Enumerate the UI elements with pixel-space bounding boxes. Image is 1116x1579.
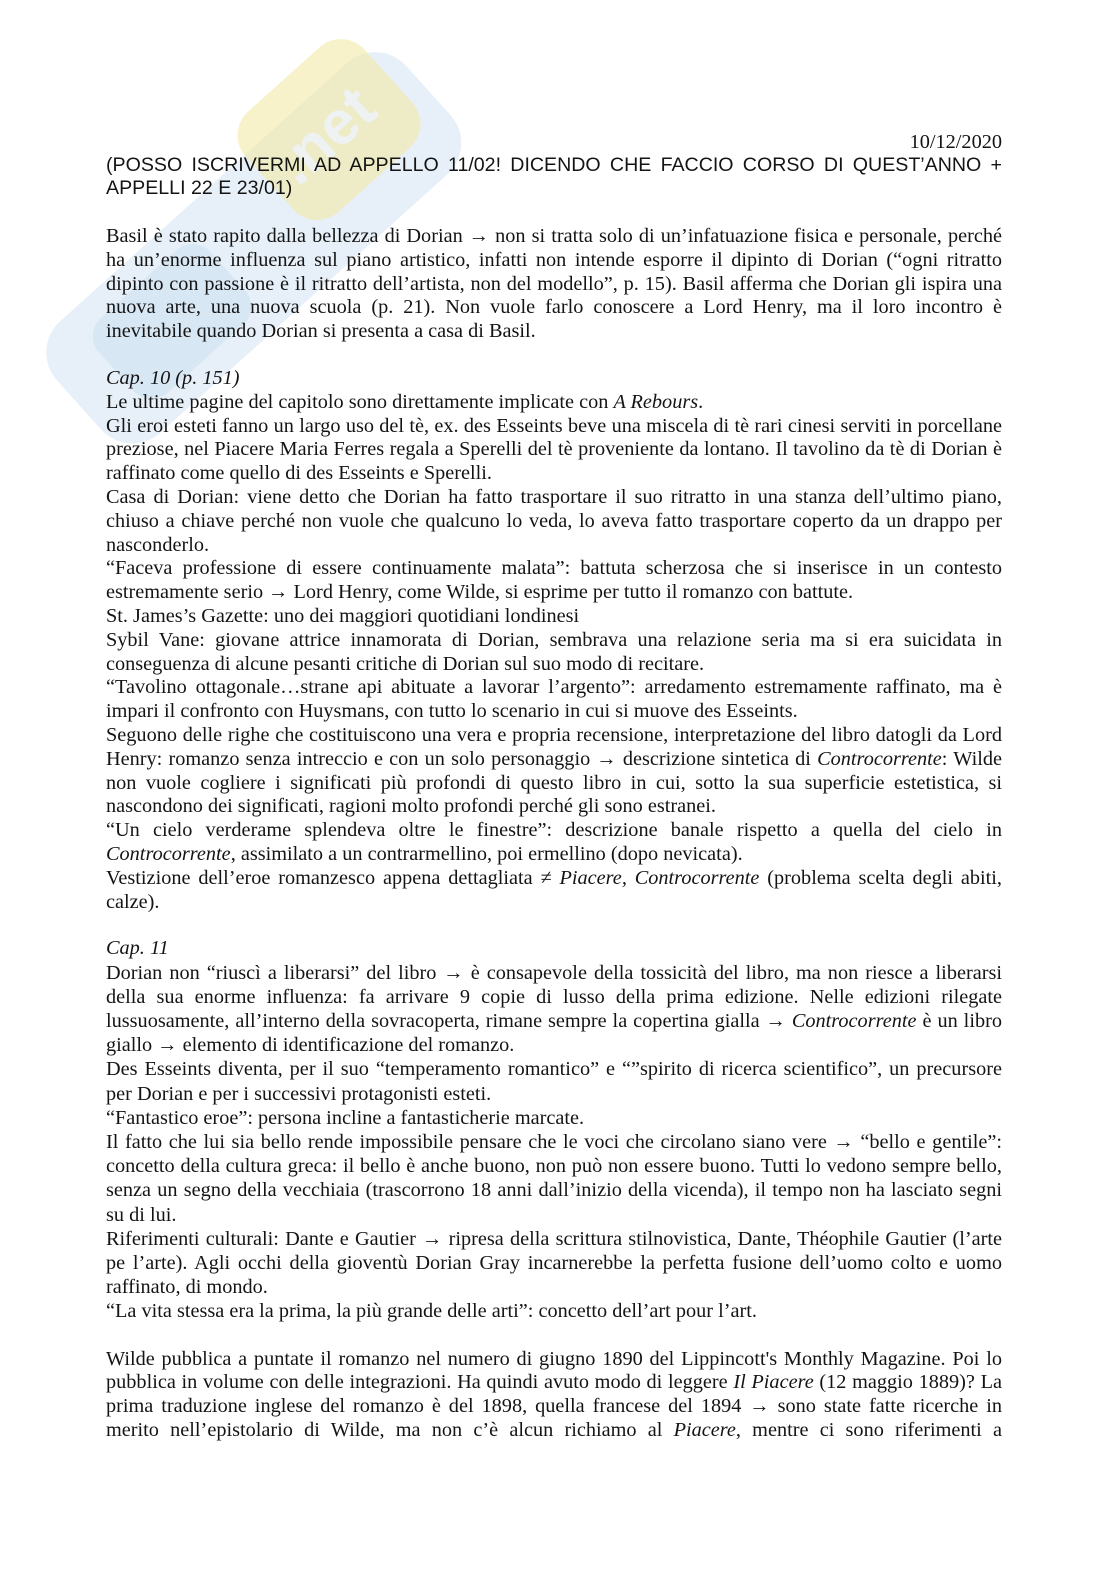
chapter-11-section: [106, 936, 1002, 1323]
paragraph: [106, 724, 1002, 819]
paragraph: “La vita stessa era la prima, la più grande delle arti”: concetto dell’art pour l’art.: [106, 1300, 757, 1323]
text-run: (12 maggio 1889)? La prima traduzione inglese del romanzo è del 1898, quella francese del 1894 → sono state fatte ricerche in merito nell’epistolario di Wilde, ma non c’è alcun richiamo al: [106, 1371, 1002, 1441]
italic-title: Controcorrente: [817, 747, 942, 770]
paragraph: [106, 961, 1002, 1058]
text-run: Dorian non “riuscì a liberarsi” del libro → è consapevole della tossicità del libro, ma non riesce a liberarsi della sua enorme influenza: fa arrivare 9 copie di lusso della prima edizione. Nelle edizioni rilegate lussuosamente, all’interno della sovracoperta, rimane sempre la copertina gialla →: [106, 961, 1002, 1032]
text-run: .: [698, 390, 704, 413]
text-run: , assimilato a un contrarmellino, poi ermellino (dopo nevicata).: [230, 842, 743, 865]
paragraph: Gli eroi esteti fanno un largo uso del tè, ex. des Esseints beve una miscela di tè rari cinesi serviti in porcellane preziose, nel Piacere Maria Ferres regala a Sperelli del tè proveniente da lontano. Il tavolino da tè di Dorian è raffinato come quello di des Esseints e Sperelli.: [106, 414, 1002, 485]
closing-paragraph: [106, 1348, 1002, 1443]
italic-title: A Rebours: [613, 390, 699, 413]
italic-title: Piacere: [673, 1418, 736, 1441]
paragraph: “Faceva professione di essere continuamente malata”: battuta scherzosa che si inserisce in un contesto estremamente serio → Lord Henry, come Wilde, si esprime per tutto il romanzo con battute.: [106, 557, 1002, 604]
italic-title: Il Piacere: [733, 1371, 814, 1394]
text-run: Wilde pubblica a puntate il romanzo nel numero di giugno 1890 del Lippincott's Monthly Magazine. Poi lo pubblica in volume con delle integrazioni. Ha quindi avuto modo di leggere: [106, 1347, 1002, 1394]
chapter-10-section: [106, 367, 1002, 914]
italic-title: Controcorrente: [791, 1009, 917, 1032]
paragraph: Riferimenti culturali: Dante e Gautier → ripresa della scrittura stilnovistica, Dante, Théophile Gautier (l’arte pe l’arte). Agli occhi della gioventù Dorian Gray incarnerebbe la perfetta fusione dell’uomo colto e uomo raffinato, di mondo.: [106, 1227, 1002, 1299]
text-run: Seguono delle righe che costituiscono una vera e propria recensione, interpretazione del libro datogli da Lord Henry: romanzo senza intreccio e con un solo personaggio → descrizione sintetica di: [106, 723, 1002, 770]
paragraph: “Fantastico eroe”: persona incline a fantasticherie marcate.: [106, 1106, 585, 1129]
text-run: Le ultime pagine del capitolo sono direttamente implicate con: [106, 390, 614, 413]
paragraph: [106, 867, 1002, 915]
text-run: Vestizione dell’eroe romanzesco appena dettagliata ≠: [106, 866, 560, 889]
paragraph: Sybil Vane: giovane attrice innamorata di Dorian, sembrava una relazione seria ma si era suicidata in conseguenza di alcune pesanti critiche di Dorian sul suo modo di recitare.: [106, 628, 1002, 675]
chapter-10-heading: Cap. 10 (p. 151): [106, 366, 240, 389]
paragraph: Casa di Dorian: viene detto che Dorian ha fatto trasportare il suo ritratto in una stanza dell’ultimo piano, chiuso a chiave perché non vuole che qualcuno lo veda, lo aveva fatto trasportare coperto da un drappo per nasconderlo.: [106, 485, 1002, 556]
text-run: , mentre ci sono riferimenti a: [735, 1418, 1002, 1441]
paragraph: Il fatto che lui sia bello rende impossibile pensare che le voci che circolano siano vere → “bello e gentile”: concetto della cultura greca: il bello è anche buono, non può non essere buono. Tutti lo vedono sempre bello, senza un segno della vecchiaia (trascorrono 18 anni dall’inizio della vicenda), il tempo non ha lasciato segni su di lui.: [106, 1130, 1002, 1226]
text-run: è un libro giallo → elemento di identificazione del romanzo.: [106, 1009, 1002, 1057]
chapter-11-heading: Cap. 11: [106, 937, 169, 960]
text-run: ,: [621, 866, 635, 889]
text-run: : Wilde non vuole cogliere i significati più profondi di questo libro in cui, sotto la sua superficie estetistica, si nascondono dei significati, ragioni molto profondi perché gli sono estranei.: [106, 747, 1002, 818]
text-run: (problema scelta degli abiti, calze).: [106, 866, 1002, 913]
exam-notice: (POSSO ISCRIVERMI AD APPELLO 11/02! DICENDO CHE FACCIO CORSO DI QUEST’ANNO + APPELLI 22 E 23/01): [106, 154, 1002, 199]
paragraph: Des Esseints diventa, per il suo “temperamento romantico” e “”spirito di ricerca scientifico”, un precursore per Dorian e per i successivi protagonisti esteti.: [106, 1058, 1002, 1105]
intro-paragraph: Basil è stato rapito dalla bellezza di Dorian → non si tratta solo di un’infatuazione fisica e personale, perché ha un’enorme influenza sul piano artistico, infatti non intende esporre il dipinto di Dorian (“ogni ritratto dipinto con passione è il ritratto dell’artista, non del modello”, p. 15). Basil afferma che Dorian gli ispira una nuova arte, una nuova scuola (p. 21). Non vuole farlo conoscere a Lord Henry, ma il loro incontro è inevitabile quando Dorian si presenta a casa di Basil.: [106, 225, 1002, 343]
paragraph: [106, 391, 1002, 415]
paragraph: “Tavolino ottagonale…strane api abituate a lavorar l’argento”: arredamento estremamente raffinato, ma è impari il confronto con Huysmans, con tutto lo scenario in cui si muove des Esseints.: [106, 676, 1002, 723]
paragraph: St. James’s Gazette: uno dei maggiori quotidiani londinesi: [106, 604, 580, 627]
italic-title: Controcorrente: [106, 842, 231, 865]
text-run: “Un cielo verderame splendeva oltre le finestre”: descrizione banale rispetto a quella del cielo in: [106, 819, 1002, 842]
paragraph: [106, 819, 1002, 867]
watermark-text: .net: [261, 73, 390, 199]
date: 10/12/2020: [909, 131, 1002, 153]
italic-title: Piacere: [559, 866, 622, 889]
document-body: [106, 131, 1002, 1442]
italic-title: Controcorrente: [634, 866, 760, 889]
